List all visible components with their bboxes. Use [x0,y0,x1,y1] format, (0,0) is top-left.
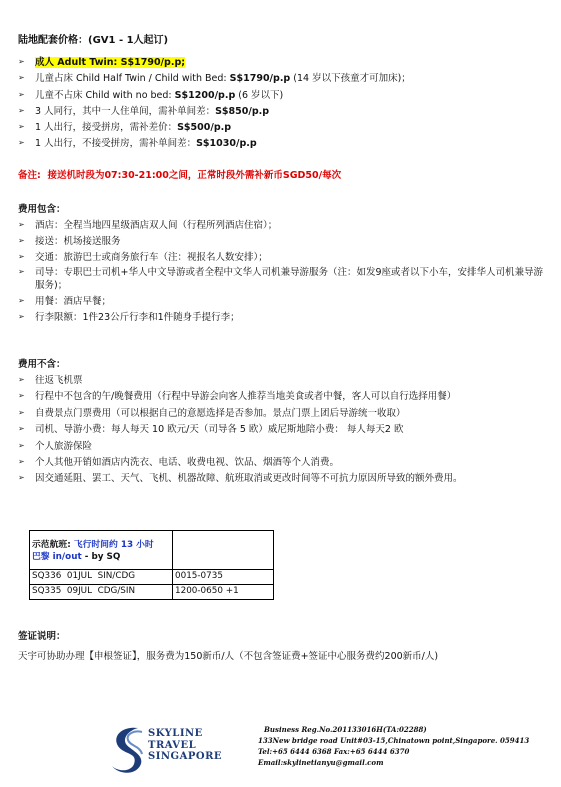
arrow-bullet-icon: ➢ [18,391,25,401]
flights-duration: 飞行时间约 13 小时 [73,540,154,550]
price-post: (14 岁以下孩童才可加床)； [290,73,411,85]
included-item-text: 司导：专职巴士司机+华人中文导游或者全程中文华人司机兼导游服务（注：如发9座或者以下小车，安排华人司机兼导游服务)； [35,267,544,292]
excluded-item [18,457,546,470]
flights-airline: - by SQ [81,551,121,562]
package-price-title: 陆地配套价格：(GV1 - 1人起订) [18,35,169,46]
excluded-item-text: 司机、导游小费：每人每天 10 欧元/天（司导各 5 欧）威尼斯地陪小费： 每人每天2 欧 [35,424,404,436]
arrow-bullet-icon: ➢ [18,311,25,321]
visa-text: 天宇可协助办理【申根签证】，服务费为150新币/人（不包含签证费+签证中心服务费约200新币/人) [18,651,439,662]
flights-header-cell [30,531,173,570]
excluded-item [18,473,546,486]
included-item [18,236,546,249]
arrow-bullet-icon: ➢ [18,424,25,434]
included-item-text: 交通：旅游巴士或商务旅行车（注：视报名人数安排）； [35,251,268,263]
flight-info: SQ335 09JUL CDG/SIN [30,584,173,599]
price-value: S$1200/p.p [174,89,236,101]
included-item [18,312,546,325]
excluded-item-text: 因交通延阻、罢工、天气、飞机、机器故障、航班取消或更改时间等不可抗力原因所导致的额外费用。 [35,473,463,485]
arrow-bullet-icon: ➢ [18,407,25,417]
arrow-bullet-icon: ➢ [18,73,25,83]
price-pre: 3 人同行，其中一人住单间，需补单间差： [35,105,216,117]
included-item-text: 行李限额：1件23公斤行李和1件随身手提行李； [35,311,240,323]
flight-row [30,570,274,585]
price-item-three-people [18,106,548,122]
business-reg: Business Reg.No.201133016H(TA:02288) [264,725,427,734]
note-text: 接送机时段为07:30-21:00之间，正常时段外需补新币SGD50/每次 [47,170,342,181]
included-item-text: 酒店：全程当地四星级酒店双人间（行程所列酒店住宿）； [35,220,278,231]
excluded-item-text: 行程中不包含的午/晚餐费用（行程中导游会向客人推荐当地美食或者中餐，客人可以自行选择用餐） [35,391,457,403]
included-item-text: 接送：机场接送服务 [35,235,121,247]
excluded-item [18,441,546,454]
price-value: S$1790/p.p [229,73,291,85]
excluded-item [18,391,546,404]
arrow-bullet-icon: ➢ [18,296,25,306]
excluded-item-text: 个人旅游保险 [35,440,93,452]
excluded-item [18,408,546,421]
arrow-bullet-icon: ➢ [18,89,25,99]
price-adult-text: 成人 Adult Twin: S$1790/p.p; [35,57,186,68]
excluded-list [18,375,546,490]
price-pre: 儿童不占床 Child with no bed: [35,89,175,101]
price-item-single-share [18,122,548,138]
included-item-text: 用餐：酒店早餐； [35,296,112,308]
visa-title: 签证说明： [18,631,66,642]
arrow-bullet-icon: ➢ [18,440,25,450]
price-item-child-no-bed [18,90,548,106]
flights-header-empty [173,531,274,570]
flight-time: 1200-0650 +1 [173,584,274,599]
logo-line-2: TRAVEL [148,739,197,751]
note-label: 备注: [18,170,41,181]
arrow-bullet-icon: ➢ [18,122,25,132]
price-value: S$1030/p.p [196,138,257,150]
skyline-travel-logo [108,722,238,778]
arrow-bullet-icon: ➢ [18,220,25,229]
price-value: S$850/p.p [215,105,270,117]
logo-line-1: SKYLINE [148,728,203,739]
excluded-item [18,375,546,388]
company-footer [108,720,548,780]
price-value: S$500/p.p [177,122,232,134]
included-item [18,296,546,309]
arrow-bullet-icon: ➢ [18,251,25,261]
transfer-note [18,170,341,183]
sample-flights-table [29,530,274,600]
included-item [18,267,546,293]
logo-line-3: SINGAPORE [148,751,223,762]
included-item [18,220,546,233]
logo-wordmark [148,728,222,763]
company-info [258,725,529,768]
arrow-bullet-icon: ➢ [18,105,25,115]
excluded-item [18,424,546,437]
company-phone: Tel:+65 6444 6368 Fax:+65 6444 6370 [258,746,410,756]
price-pre: 1 人出行，不接受拼房，需补单间差： [35,138,197,150]
price-list [18,57,548,155]
arrow-bullet-icon: ➢ [18,138,25,148]
arrow-bullet-icon: ➢ [18,57,25,66]
excluded-title: 费用不含： [18,359,66,370]
excluded-item-text: 个人其他开销如酒店内洗衣、电话、收费电视、饮品、烟酒等个人消费。 [35,457,340,469]
arrow-bullet-icon: ➢ [18,473,25,483]
arrow-bullet-icon: ➢ [18,267,25,277]
skyline-swirl-icon [108,722,148,776]
arrow-bullet-icon: ➢ [18,457,25,467]
flight-row [30,584,274,599]
price-pre: 儿童占床 Child Half Twin / Child with Bed: [35,73,230,85]
company-address: 133New bridge road Unit#03-15,Chinatown point,Singapore. 059413 [258,735,530,745]
excluded-item-text: 往返飞机票 [35,375,83,386]
price-pre: 1 人出行，接受拼房，需补差价： [35,122,178,134]
flights-route: 巴黎 in/out [32,551,82,562]
arrow-bullet-icon: ➢ [18,235,25,245]
company-email: Email:skylinetianyu@gmail.com [258,757,384,767]
arrow-bullet-icon: ➢ [18,375,25,384]
price-post: (6 岁以下) [235,89,284,101]
included-item [18,252,546,265]
price-item-child-bed [18,73,548,89]
included-title: 费用包含： [18,204,66,215]
price-item-adult [18,57,548,73]
flights-header-prefix: 示范航班: [32,540,74,550]
flight-time: 0015-0735 [173,570,274,585]
flights-header-row [30,531,274,570]
included-list [18,220,546,328]
excluded-item-text: 自费景点门票费用（可以根据自己的意愿选择是否参加。景点门票上团后导游统一收取） [35,407,406,419]
price-item-single-room [18,138,548,154]
flight-info: SQ336 01JUL SIN/CDG [30,570,173,585]
